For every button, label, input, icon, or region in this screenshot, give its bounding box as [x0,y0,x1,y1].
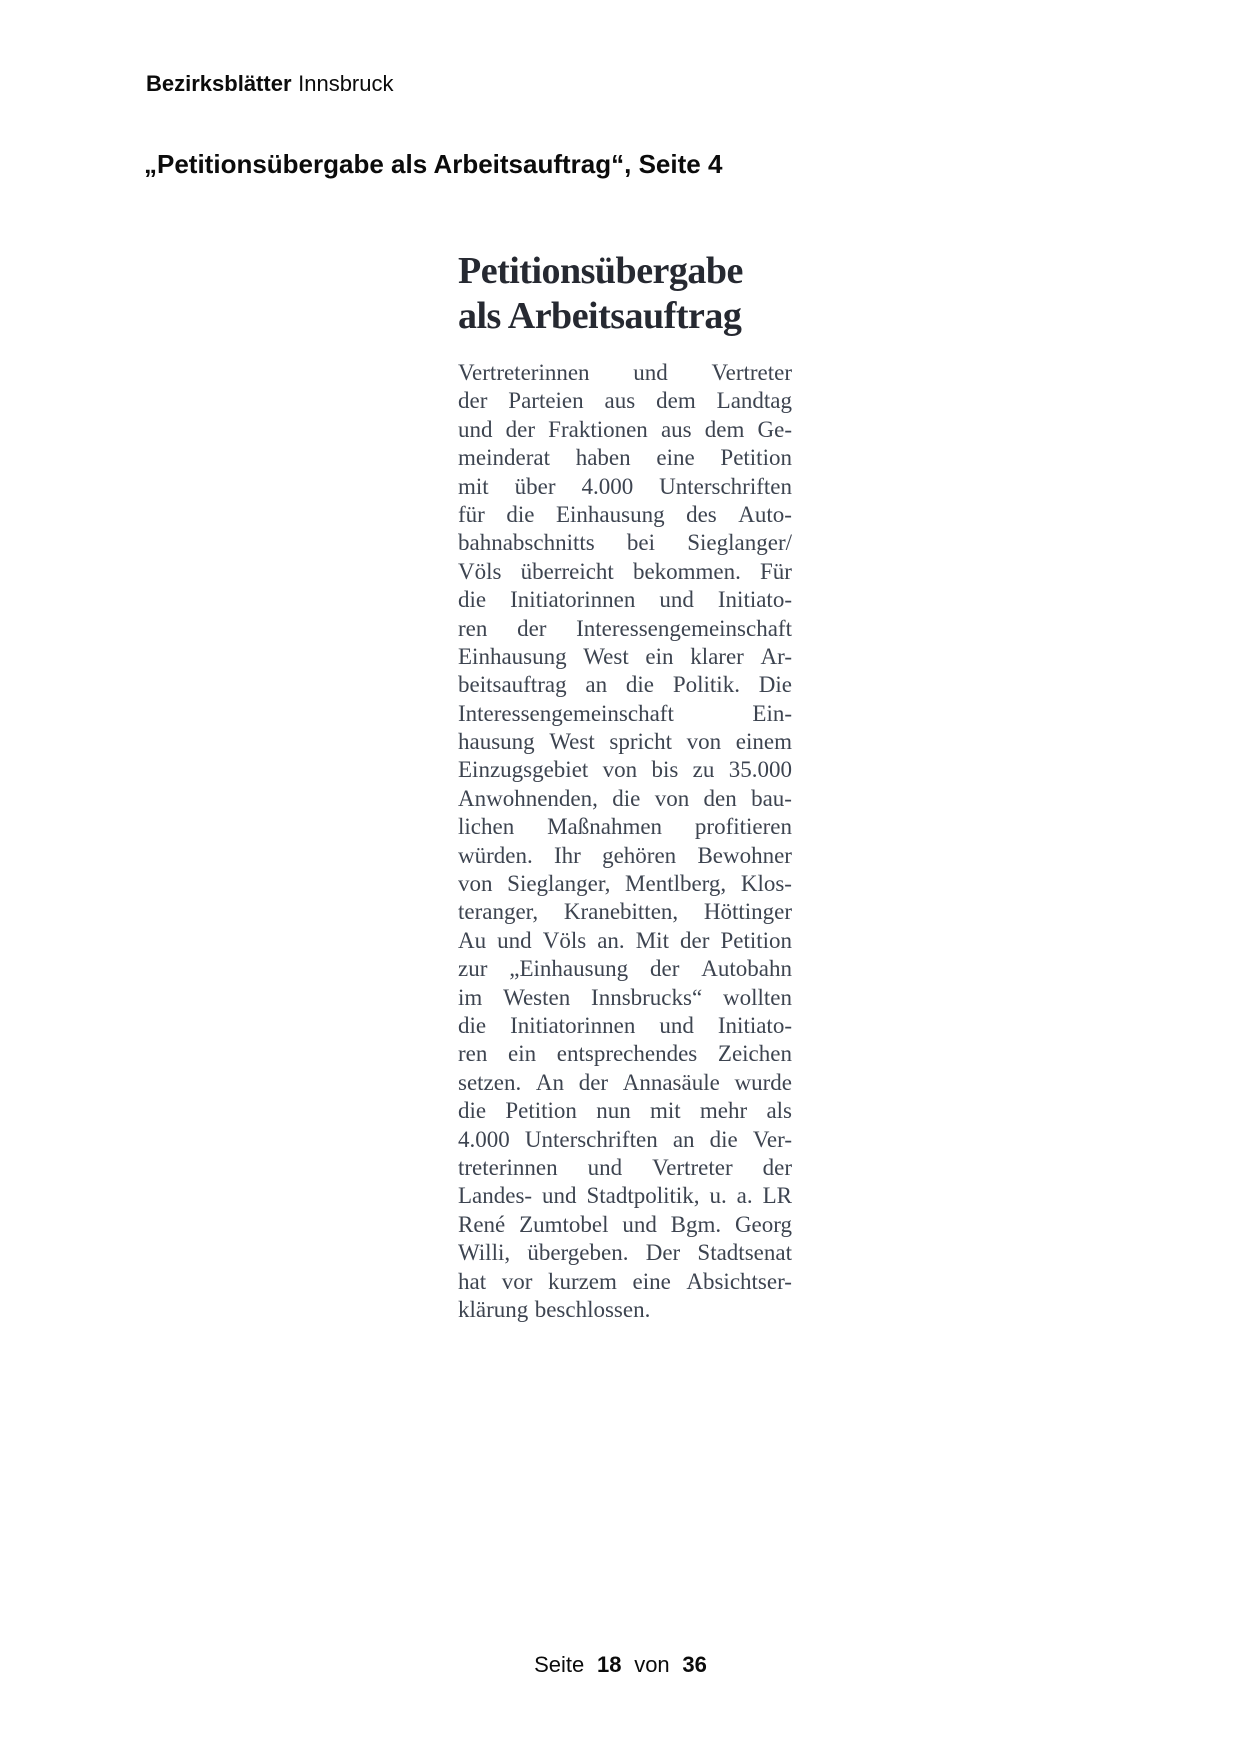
article-body-line: hat vor kurzem eine Absichtser- [458,1268,792,1294]
article-body-line: Völs überreicht bekommen. Für [458,558,792,584]
article-body-line: René Zumtobel und Bgm. Georg [458,1211,792,1237]
publication-name: Bezirksblätter [146,71,292,96]
article-body-line: zur „Einhausung der Autobahn [458,956,792,982]
article-body-line: Interessengemeinschaft Ein- [458,700,792,726]
article-headline [458,249,792,339]
article-body-line: Anwohnenden, die von den bau- [458,785,792,811]
article-body-line: von Sieglanger, Mentlberg, Klos- [458,871,792,897]
article-headline-line2: als Arbeitsauftrag [458,295,742,337]
article-body-line: meinderat haben eine Petition [458,445,792,471]
article-body-line: setzen. An der Annasäule wurde [458,1069,792,1095]
article-body-line: Vertreterinnen und Vertreter [458,360,792,385]
article-headline-line1: Petitionsübergabe [458,250,743,292]
page-indicator-of-label: von [634,1652,670,1677]
article-body-line: mit über 4.000 Unterschriften [458,473,792,499]
article-body-line: Einzugsgebiet von bis zu 35.000 [458,757,792,783]
article-body-line: die Initiatorinnen und Initiato- [458,587,792,613]
article-body-line: beitsauftrag an die Politik. Die [458,672,792,698]
article-body-line: im Westen Innsbrucks“ wollten [458,984,792,1010]
article-body-line: die Petition nun mit mehr als [458,1098,792,1124]
article-body-line: teranger, Kranebitten, Höttinger [458,899,792,925]
article-body-line: Einhausung West ein klarer Ar- [458,643,792,669]
article-body-line: ren der Interessengemeinschaft [458,615,792,641]
article-body [458,359,792,1324]
article-body-line: würden. Ihr gehören Bewohner [458,842,792,868]
page-indicator [0,1652,1241,1678]
total-page-number: 36 [682,1652,707,1677]
article-body-line: lichen Maßnahmen profitieren [458,814,792,840]
current-page-number: 18 [596,1652,622,1677]
article-body-line: treterinnen und Vertreter der [458,1154,792,1180]
article-body-line: für die Einhausung des Auto- [458,501,792,527]
article-body-line: klärung beschlossen. [458,1296,651,1322]
article-body-line: Willi, übergeben. Der Stadtsenat [458,1240,792,1266]
article-body-line: bahnabschnitts bei Sieglanger/ [458,530,792,556]
article-body-line: der Parteien aus dem Landtag [458,388,792,414]
article-body-line: ren ein entsprechendes Zeichen [458,1041,792,1067]
page-indicator-label: Seite [534,1652,585,1677]
article-clipping [458,249,792,1324]
publication-edition: Innsbruck [298,71,394,96]
document-title-line: „Petitionsübergabe als Arbeitsauftrag“, Seite 4 [144,149,723,179]
article-body-line: und der Fraktionen aus dem Ge- [458,416,792,442]
article-body-line: die Initiatorinnen und Initiato- [458,1012,792,1038]
article-body-line: 4.000 Unterschriften an die Ver- [458,1126,792,1152]
article-body-line: Landes- und Stadtpolitik, u. a. LR [458,1183,792,1209]
document-header [146,71,394,97]
article-body-line: hausung West spricht von einem [458,729,792,755]
article-body-line: Au und Völs an. Mit der Petition [458,927,792,953]
